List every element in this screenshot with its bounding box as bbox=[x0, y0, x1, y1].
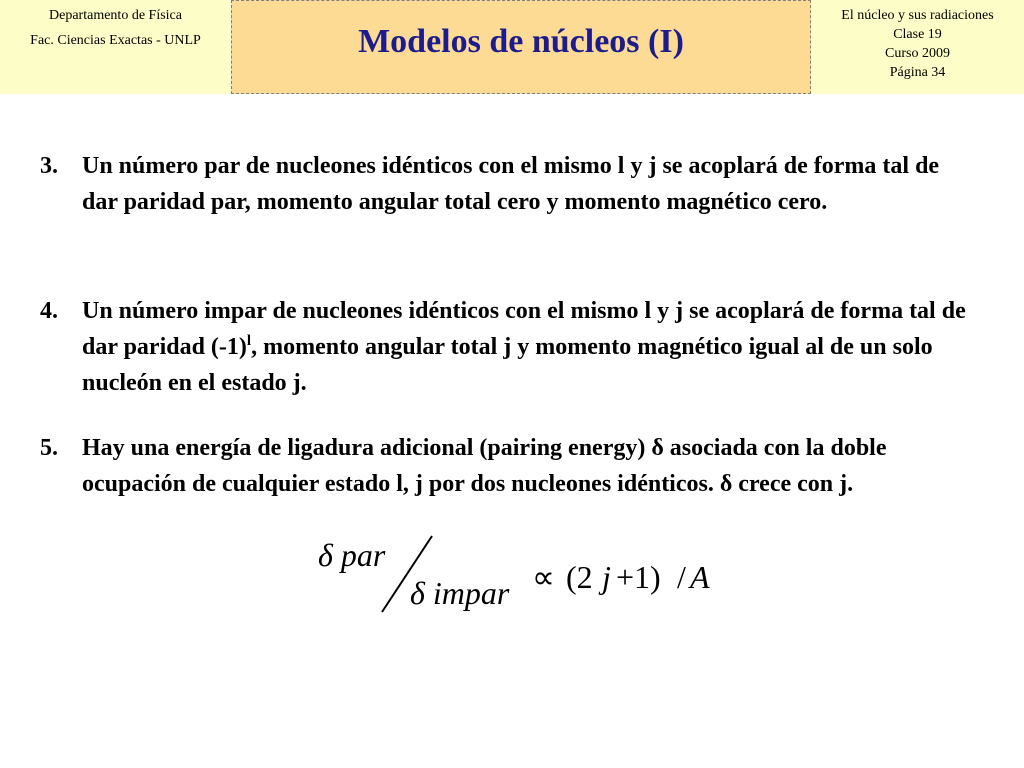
list-item-number: 5. bbox=[40, 435, 58, 461]
formula-rhs-close: +1) bbox=[616, 559, 661, 595]
department-label: Departamento de Física bbox=[49, 8, 182, 23]
list-item-number: 4. bbox=[40, 298, 58, 324]
header-left-box bbox=[0, 0, 231, 94]
formula-rhs-slash: / bbox=[677, 559, 686, 595]
formula-denominator: δ impar bbox=[410, 575, 510, 611]
formula-rhs-open: (2 bbox=[566, 559, 593, 595]
page-title: Modelos de núcleos (I) bbox=[358, 23, 684, 60]
list-item-text: Un número par de nucleones idénticos con el mismo l y j se acoplará de forma tal de dar paridad par, momento angular total cero y momento magnético cero. bbox=[82, 153, 940, 215]
course-title-label: El núcleo y sus radiaciones bbox=[841, 8, 994, 23]
class-label: Clase 19 bbox=[893, 27, 942, 42]
proportional-symbol: ∝ bbox=[532, 559, 555, 595]
list-item-5 bbox=[40, 430, 970, 502]
list-item-text-part: , momento angular total j y momento magnético igual al de un solo nucleón en el estado j. bbox=[82, 334, 933, 396]
pairing-energy-formula bbox=[310, 526, 730, 626]
formula-numerator: δ par bbox=[318, 537, 386, 573]
parity-exponent: l bbox=[246, 333, 252, 349]
list-item-text bbox=[82, 293, 970, 401]
header-right-box bbox=[811, 0, 1024, 94]
year-label: Curso 2009 bbox=[885, 46, 950, 61]
list-item-3 bbox=[40, 148, 970, 220]
list-item-text-part: Un número impar de nucleones idénticos con el mismo l y j se acoplará de forma tal de dar paridad (-1) bbox=[82, 298, 966, 360]
formula-rhs-j: j bbox=[602, 559, 611, 595]
list-item-number: 3. bbox=[40, 153, 58, 179]
faculty-label: Fac. Ciencias Exactas - UNLP bbox=[30, 33, 201, 48]
list-item-4 bbox=[40, 293, 970, 401]
formula-rhs-A: A bbox=[690, 559, 710, 595]
page-number-label: Página 34 bbox=[889, 65, 946, 80]
header-title-box bbox=[231, 0, 811, 94]
list-item-text: Hay una energía de ligadura adicional (pairing energy) δ asociada con la doble ocupación de cualquier estado l, j por dos nucleones idénticos. δ crece con j. bbox=[82, 435, 887, 497]
